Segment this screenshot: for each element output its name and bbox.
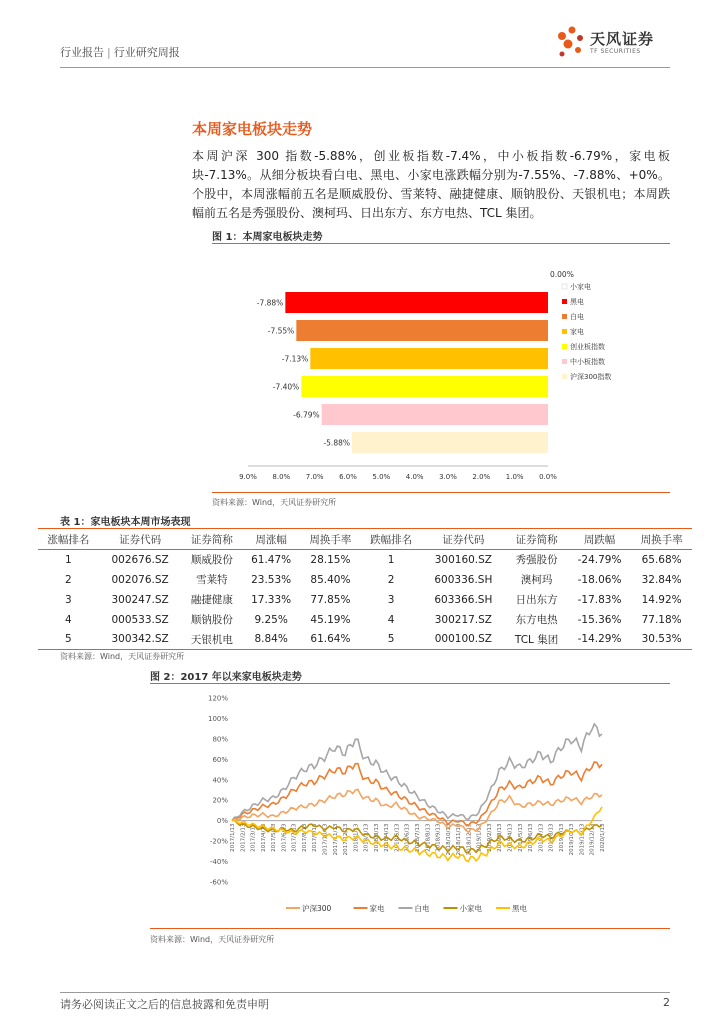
table-cell: 77.18% (641, 613, 682, 626)
fig2-x-tick: 2018/2/13 (363, 823, 370, 852)
fig1-legend-label: 家电 (570, 328, 584, 336)
fig1-legend-swatch (562, 359, 567, 364)
fig1-bar-label: 0.00% (550, 270, 574, 279)
th-name-2: 证券简称 (505, 529, 568, 550)
table-source: 资料来源：Wind，天风证券研究所 (60, 652, 185, 661)
th-rise-rank: 涨幅排名 (38, 529, 99, 550)
table-cell: 14.92% (641, 593, 682, 606)
fig1-bar (310, 348, 548, 369)
fig2-x-tick: 2018/5/13 (394, 823, 401, 852)
table-row (38, 610, 692, 630)
th-turnover-2: 周换手率 (631, 529, 692, 550)
fig2-y-tick: 20% (212, 796, 228, 805)
fig1-x-tick: 2.0% (472, 473, 491, 481)
table-cell: 002676.SZ (111, 553, 169, 566)
fig1-bar (352, 432, 548, 453)
fig2-x-tick: 2017/2/13 (240, 823, 247, 852)
fig1-bar-label: -5.88% (323, 438, 350, 448)
figure2-label: 图 2：2017 年以来家电板块走势 (150, 672, 302, 683)
table-cell: 3 (387, 593, 395, 606)
table-cell: 61.47% (251, 553, 292, 566)
fig1-bar-label: -6.79% (293, 410, 320, 420)
company-logo (550, 24, 670, 64)
table-cell: 77.85% (310, 593, 351, 606)
table-cell: 65.68% (641, 553, 682, 566)
table-cell: 4 (65, 613, 72, 626)
fig2-y-tick: 40% (212, 776, 228, 785)
fig1-x-tick: 3.0% (439, 473, 457, 481)
fig2-x-tick: 2018/3/13 (373, 823, 380, 852)
fig2-x-tick: 2017/7/13 (291, 823, 298, 852)
fig2-x-tick: 2017/8/13 (301, 823, 308, 852)
table-cell: 000100.SZ (421, 630, 505, 650)
fig1-bar-label: -7.88% (256, 298, 284, 308)
figure1-bottom-rule (212, 492, 670, 493)
fig1-x-tick: 5.0% (372, 473, 391, 481)
fig1-legend-label: 中小板指数 (570, 358, 605, 366)
table-cell: 东方电热 (515, 614, 558, 626)
fig2-y-tick: 0% (216, 817, 228, 826)
table-cell: 300342.SZ (99, 630, 182, 650)
table-header-row (38, 529, 692, 550)
table-cell: 23.53% (251, 573, 292, 586)
fig2-y-tick: 100% (207, 714, 228, 723)
fig1-legend-swatch (562, 374, 567, 379)
fig2-x-tick: 2019/9/13 (558, 823, 565, 852)
fig2-x-tick: 2018/7/13 (415, 823, 421, 852)
figure1-svg (212, 246, 670, 491)
fig2-x-tick: 2018/10/13 (445, 823, 452, 856)
fig2-x-tick: 2017/9/13 (312, 823, 319, 852)
figure1-source: 资料来源：Wind，天风证券研究所 (212, 498, 337, 507)
fig2-legend-label: 沪深300 (302, 904, 332, 913)
fig1-legend-swatch (562, 314, 567, 319)
fig2-y-tick: 60% (212, 755, 228, 764)
table-cell: 17.33% (251, 593, 292, 606)
fig1-bar-label: -7.13% (281, 354, 309, 364)
table-cell: 顺钠股份 (190, 614, 233, 626)
table-cell: 85.40% (310, 573, 351, 586)
fig1-legend-swatch (562, 284, 567, 289)
th-weekly-rise: 周涨幅 (242, 529, 300, 550)
fig1-bar (285, 292, 548, 313)
fig2-x-tick: 2019/5/13 (517, 823, 524, 852)
fig1-bar (548, 278, 549, 282)
table-cell: 9.25% (254, 613, 288, 626)
fig2-x-tick: 2019/12/13 (589, 823, 596, 856)
fig2-x-tick: 2018/9/13 (435, 823, 442, 852)
fig1-bar (296, 320, 548, 341)
fig2-y-tick: 80% (212, 735, 228, 744)
table-cell: TCL 集团 (505, 630, 568, 650)
header-separator: | (107, 46, 111, 59)
table-cell: 5 (38, 630, 99, 650)
fig1-x-tick: 0.0% (539, 473, 557, 481)
th-name: 证券简称 (181, 529, 242, 550)
figure2-top-rule (150, 683, 670, 684)
table-row (38, 550, 692, 570)
th-turnover: 周换手率 (300, 529, 361, 550)
report-category (60, 44, 180, 60)
table-cell: 2 (65, 573, 72, 586)
fig2-y-tick: -60% (209, 878, 228, 887)
fig2-x-tick: 2020/1/13 (600, 823, 606, 852)
fig2-x-tick: 2019/6/13 (528, 823, 535, 852)
fig1-legend-label: 白电 (570, 313, 584, 321)
table-cell: 1 (65, 553, 72, 566)
fig2-x-tick: 2018/6/13 (404, 823, 411, 852)
footer-disclaimer: 请务必阅读正文之后的信息披露和免责申明 (60, 998, 269, 1011)
table-cell: 300217.SZ (434, 613, 492, 626)
table-cell: 32.84% (641, 573, 682, 586)
fig2-x-tick: 2017/6/13 (281, 823, 288, 852)
th-fall-rank: 跌幅排名 (361, 529, 422, 550)
market-table (38, 528, 692, 650)
fig2-x-tick: 2019/11/13 (579, 823, 586, 856)
section-title: 本周家电板块走势 (192, 120, 313, 138)
table-label: 表 1：家电板块本周市场表现 (60, 517, 191, 528)
logo-name-en: TF SECURITIES (590, 48, 641, 55)
fig1-legend-label: 创业板指数 (570, 343, 605, 351)
fig2-y-tick: 120% (207, 694, 228, 703)
fig1-legend-label: 小家电 (570, 283, 591, 291)
th-weekly-fall: 周跌幅 (568, 529, 631, 550)
table-cell: 30.53% (631, 630, 692, 650)
fig2-x-tick: 2019/7/13 (538, 823, 545, 852)
fig1-x-tick: 8.0% (272, 473, 291, 481)
table-cell: 000533.SZ (111, 613, 169, 626)
fig2-x-tick: 2019/1/13 (476, 823, 483, 852)
table-cell: 融捷健康 (190, 594, 233, 606)
table-cell: 61.64% (300, 630, 361, 650)
table-cell: 日出东方 (515, 594, 558, 606)
fig2-x-tick: 2017/11/13 (332, 823, 339, 856)
fig2-x-tick: 2017/1/13 (230, 823, 236, 852)
fig2-x-tick: 2017/4/13 (260, 823, 267, 852)
fig1-bar (301, 376, 548, 397)
table-cell: 3 (65, 593, 72, 606)
table-cell: 雪莱特 (196, 574, 228, 586)
table-cell: -14.29% (568, 630, 631, 650)
figure2-svg (150, 686, 670, 926)
logo-mark-icon (554, 24, 588, 60)
fig2-x-tick: 2017/10/13 (322, 823, 329, 856)
table-cell: 1 (387, 553, 395, 566)
figure1-label: 图 1：本周家电板块走势 (212, 232, 323, 243)
page-number: 2 (663, 996, 670, 1009)
fig1-bar-label: -7.40% (272, 382, 300, 392)
table-cell: 28.15% (310, 553, 351, 566)
fig2-x-tick: 2018/11/13 (456, 823, 463, 856)
fig1-legend-label: 黑电 (570, 298, 584, 306)
fig2-y-tick: -40% (209, 858, 228, 867)
fig1-legend-label: 沪深300指数 (570, 373, 612, 381)
table-cell: -18.06% (577, 573, 622, 586)
fig2-x-tick: 2017/12/13 (343, 823, 350, 856)
report-subtype: 行业研究周报 (113, 46, 180, 59)
page-header (60, 30, 670, 68)
table-cell: 秀强股份 (515, 554, 558, 567)
fig2-x-tick: 2019/4/13 (507, 823, 514, 852)
fig2-x-tick: 2019/10/13 (569, 823, 576, 856)
table-cell: 2 (387, 573, 395, 586)
fig2-legend-label: 黑电 (512, 904, 527, 913)
table-cell: 300160.SZ (434, 553, 492, 566)
fig2-x-tick: 2017/3/13 (250, 823, 257, 852)
fig1-legend-swatch (562, 299, 567, 304)
table-cell: 天银机电 (181, 630, 242, 650)
fig1-legend-swatch (562, 329, 567, 334)
table-cell: 8.84% (242, 630, 300, 650)
table-row (38, 590, 692, 610)
table-cell: 5 (361, 630, 422, 650)
fig2-x-tick: 2018/12/13 (466, 823, 473, 856)
summary-paragraph: 本周沪深 300 指数-5.88%，创业板指数-7.4%，中小板指数-6.79%，家电板块-7.13%。从细分板块看白电、黑电、小家电涨跌幅分别为-7.55%、-7.88%、+0%。个股中，本周涨幅前五名是顺威股份、雪莱特、融捷健康、顺钠股份、天银机电；本周跌幅前五名是秀强股份、澳柯玛、日出东方、东方电热、TCL 集团。 (192, 149, 670, 220)
table-row (38, 630, 692, 650)
table-row (38, 570, 692, 590)
fig1-bar (322, 404, 548, 425)
fig2-x-tick: 2019/3/13 (497, 823, 504, 852)
table-cell: -24.79% (577, 553, 622, 566)
table-cell: -15.36% (577, 613, 622, 626)
th-code-2: 证券代码 (421, 529, 505, 550)
fig2-x-tick: 2018/1/13 (353, 823, 360, 852)
table-cell: 603366.SH (434, 593, 493, 606)
fig2-x-tick: 2019/2/13 (486, 823, 493, 852)
fig2-x-tick: 2018/4/13 (384, 823, 391, 852)
report-type: 行业报告 (60, 46, 104, 59)
logo-name-cn: 天风证券 (590, 30, 655, 48)
fig1-x-tick: 1.0% (505, 473, 524, 481)
fig1-x-tick: 9.0% (239, 473, 257, 481)
table-cell: 600336.SH (434, 573, 493, 586)
fig2-x-tick: 2017/5/13 (271, 823, 278, 852)
fig2-legend-label: 白电 (414, 904, 430, 913)
page-footer (60, 992, 670, 1012)
table-cell: 002076.SZ (111, 573, 169, 586)
figure2-bottom-rule (150, 928, 670, 929)
table-cell: 顺威股份 (190, 554, 233, 567)
figure2-chart (150, 686, 670, 926)
fig1-x-tick: 4.0% (405, 473, 424, 481)
fig2-x-tick: 2018/8/13 (425, 823, 432, 852)
fig1-x-tick: 6.0% (339, 473, 357, 481)
table-cell: 澳柯玛 (520, 574, 553, 586)
table-cell: 300247.SZ (111, 593, 169, 606)
table-cell: 4 (387, 613, 395, 626)
table-cell: 45.19% (310, 613, 351, 626)
th-code: 证券代码 (99, 529, 182, 550)
fig2-legend-label: 小家电 (459, 904, 482, 913)
fig1-bar-label: -7.55% (267, 326, 295, 336)
table-cell: -17.83% (577, 593, 622, 606)
figure1-top-rule (212, 243, 670, 244)
fig2-y-tick: -20% (209, 837, 228, 846)
fig2-x-tick: 2019/8/13 (548, 823, 555, 852)
figure2-source: 资料来源：Wind，天风证券研究所 (150, 935, 275, 944)
fig1-x-tick: 7.0% (305, 473, 324, 481)
figure1-chart (212, 246, 670, 491)
fig2-legend-label: 家电 (369, 904, 385, 913)
fig1-legend-swatch (562, 344, 567, 349)
